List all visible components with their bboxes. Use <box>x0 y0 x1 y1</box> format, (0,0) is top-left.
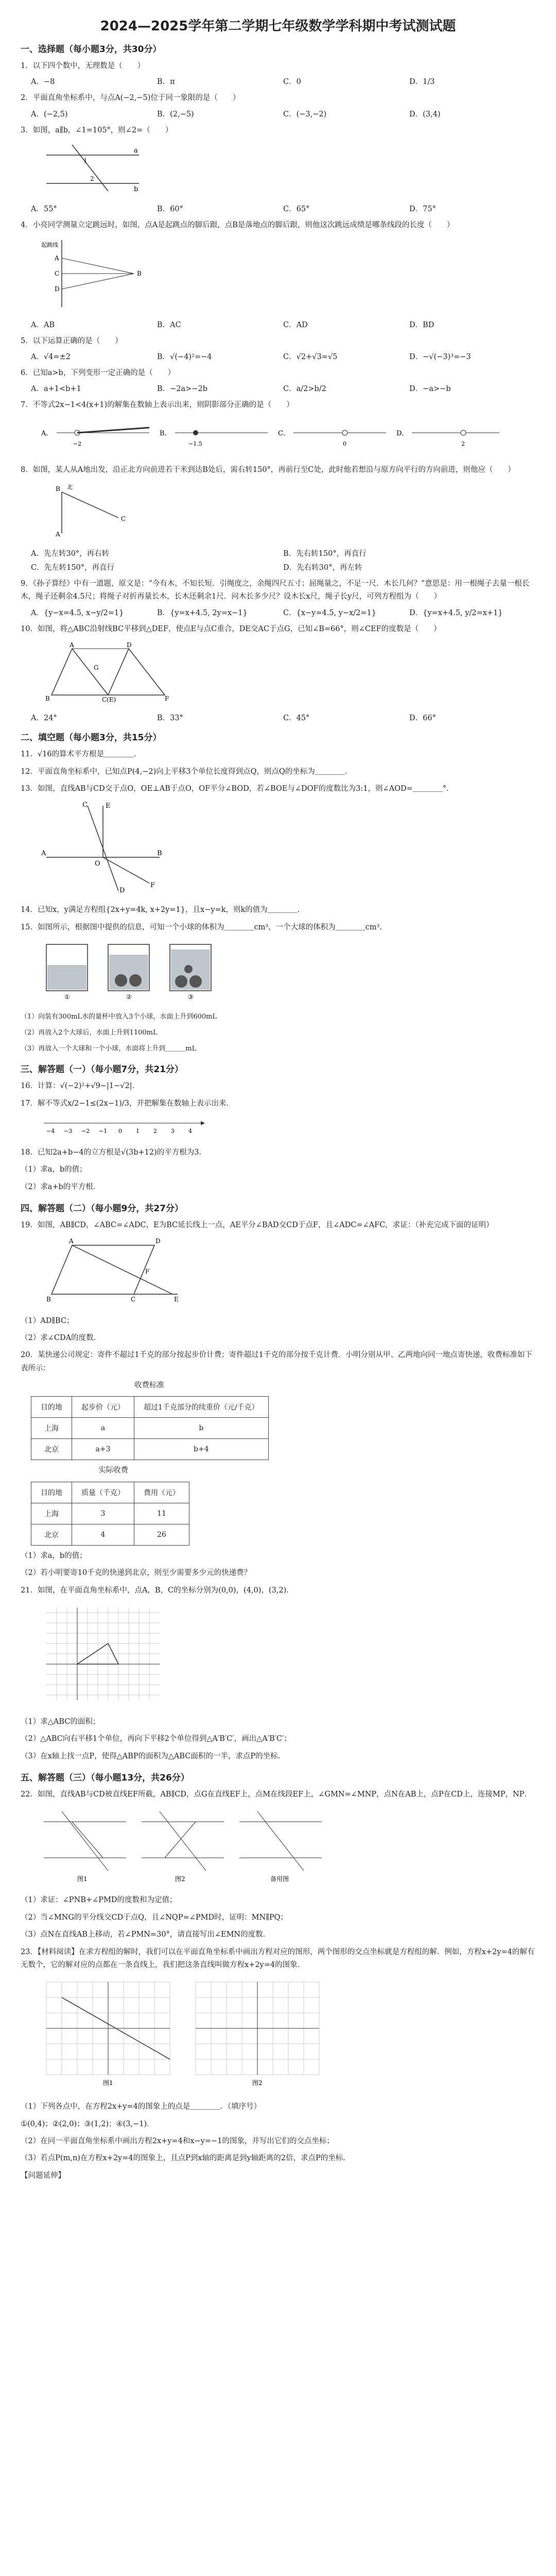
label-d: D <box>127 641 132 649</box>
section-heading: 二、填空题（每小题3分，共15分） <box>21 733 162 743</box>
question-12: 12．平面直角坐标系中，已知点P(4,−2)向上平移3个单位长度得到点Q，则点Q的坐标为＿＿＿＿． <box>21 767 353 776</box>
sub-question: （1）AD∥BC； <box>21 1316 74 1325</box>
option-d: D．1/3 <box>409 78 435 87</box>
option-b: B．√(−4)²=−4 <box>157 352 212 361</box>
tick-labels <box>46 1128 192 1134</box>
option-d: D．先右转30°，再左转 <box>283 564 362 572</box>
question-21 <box>21 1584 535 1764</box>
option-a: A．先左转30°，再右转 <box>31 550 110 558</box>
parallel-lines-figures <box>41 1806 329 1884</box>
option-a: A．a+1<b+1 <box>31 385 81 394</box>
tick-label: 2 <box>153 1128 157 1134</box>
tick-label: −2 <box>81 1128 90 1134</box>
option-a: A．{y−x=4.5, x−y/2=1} <box>31 608 124 617</box>
label-f: F <box>165 695 169 703</box>
question-text: 1．以下四个数中，无理数是（ ） <box>21 62 145 70</box>
question-6 <box>21 367 535 394</box>
question-text: 7．不等式2x−1<4(x+1)的解集在数轴上表示出来，则阴影部分正确的是（ ） <box>21 401 294 410</box>
coordinate-grids-figure <box>41 1977 329 2090</box>
sub-question: （3）若点P(m,n)在方程x+2y=4的图象上，且点P到x轴的距离是到y轴距离的2倍，求点P的坐标． <box>21 2154 351 2163</box>
question-15 <box>21 921 535 1055</box>
number-line <box>41 1115 206 1136</box>
question-4 <box>21 219 535 329</box>
question-text: 17．解不等式x/2−1≤(2x−1)/3，并把解集在数轴上表示出来． <box>21 1099 234 1108</box>
question-1 <box>21 60 535 87</box>
question-7 <box>21 399 535 459</box>
sub-question: （1）求证：∠PNB+∠PMD的度数和为定值； <box>21 1896 177 1905</box>
measuring-cup-figure <box>41 939 227 1001</box>
option-d: D．−√(−3)³=−3 <box>409 352 471 361</box>
tick-label: 4 <box>188 1128 192 1134</box>
sub-question: （2）若小明要寄10千克的快递到北京，则至少需要多少元的快递费？ <box>21 1569 252 1578</box>
option-d: D． <box>396 429 409 437</box>
section-heading: 五、解答题（三）（每小题13分，共26分） <box>21 1773 189 1783</box>
label-e: E <box>174 1295 179 1303</box>
option-d: D．75° <box>409 205 436 214</box>
table-cell: 上海 <box>31 1503 72 1524</box>
question-text: 4．小亮同学测量立定跳远时，如图，点A是起跳点的脚后跟，点B是落地点的脚后跟，则他这次跳远成绩是哪条线段的长度（ ） <box>21 221 455 230</box>
option-c: C．{x−y=4.5, y−x/2=1} <box>283 608 376 617</box>
question-14: 14．已知x，y满足方程组{2x+y=4k, x+2y=1}，且x−y=k，则k的值为＿＿＿＿． <box>21 906 305 914</box>
option-c: C．45° <box>283 714 310 723</box>
tick-label: −3 <box>64 1128 73 1134</box>
label-b: B <box>56 485 60 493</box>
question-23 <box>21 1946 535 2183</box>
cup-label: ③ <box>188 993 194 1001</box>
question-text: 18．已知2a+b−4的立方根是√(3b+12)的平方根为3． <box>21 1148 207 1157</box>
option-c: C．65° <box>283 205 310 214</box>
sub-question: （2）求∠CDA的度数． <box>21 1333 101 1342</box>
table-title: 实际收费 <box>98 1466 128 1475</box>
option-b: B．(2,−5) <box>157 110 194 118</box>
table-cell: 北京 <box>31 1524 72 1545</box>
option-c: C．(−3,−2) <box>283 110 327 118</box>
option-a: A．√4=±2 <box>31 352 71 361</box>
option-c: C．先左转150°，再直行 <box>31 564 115 572</box>
label-b: B <box>45 695 50 703</box>
table-cell: 上海 <box>31 1418 72 1439</box>
question-text: 9．《孙子算经》中有一道题，原文是：“今有木，不知长短．引绳度之，余绳四尺五寸；屈绳量之，不足一尺．木长几何？”意思是：用一根绳子去量一根长木，绳子还剩余4.5尺；将绳子对折再量长木，长木还剩余1尺．问木长多少尺？设木长x尺，绳子长y尺，可列方程组为（ ） <box>21 580 530 601</box>
label-g: G <box>94 664 99 672</box>
table-cell: 26 <box>134 1524 189 1545</box>
label-ce: C(E) <box>102 696 116 703</box>
sub-question: （1）求△ABC的面积； <box>21 1717 100 1726</box>
label-b: B <box>137 269 142 277</box>
label-d: D <box>155 1237 161 1245</box>
tick-label: −1.5 <box>188 440 202 447</box>
question-text: 20．某快递公司规定：寄件不超过1千克的部分按起步价计费；寄件超过1千克的部分按千克计费．小明分别从甲、乙两地向同一地点寄快递，收费标准如下表所示： <box>21 1351 532 1372</box>
sub-question: ①(0,4)；②(2,0)；③(1,2)；④(3,−1)． <box>21 2120 154 2128</box>
question-19 <box>21 1219 535 1345</box>
tick-label: 2 <box>461 440 465 447</box>
option-b: B．先右转150°，再直行 <box>283 550 367 558</box>
option-b: B．AC <box>157 320 181 329</box>
problem-extension-heading: 【问题延伸】 <box>21 2171 65 2180</box>
option-b: B．π <box>157 78 175 87</box>
parallelogram-figure <box>41 1238 185 1304</box>
table-title: 收费标准 <box>134 1381 164 1389</box>
label-c: C <box>55 269 60 277</box>
label-a: A <box>56 531 60 538</box>
takeoff-line-label: 起跳线 <box>41 241 58 248</box>
question-2 <box>21 92 535 118</box>
section-heading: 三、解答题（一）（每小题7分，共21分） <box>21 1064 183 1075</box>
question-11: 11．√16的算术平方根是＿＿＿＿． <box>21 750 142 759</box>
question-text: 10．如图，将△ABC沿射线BC平移到△DEF，使点E与点C重合，DE交AC于点G，已知∠B=66°，则∠CEF的度数是（ ） <box>21 624 441 633</box>
label-d: D <box>119 887 125 894</box>
table-cell: 11 <box>134 1503 189 1524</box>
label-o: O <box>95 860 100 868</box>
option-b: B． <box>160 429 171 437</box>
section-heading: 四、解答题（二）（每小题9分，共27分） <box>21 1204 183 1214</box>
question-10 <box>21 623 535 723</box>
tick-label: 1 <box>136 1128 140 1134</box>
figure-caption: 图2 <box>252 2079 263 2087</box>
option-d: D．BD <box>409 320 435 329</box>
option-c: C．0 <box>283 78 301 87</box>
label-b: b <box>134 185 138 194</box>
question-text: 22．如图，直线AB与CD被直线EF所截，AB∥CD，点G在直线EF上，点M在线段EF上，∠GMN=∠MNP，点N在AB上，点P在CD上，连接MP，NP． <box>21 1790 532 1799</box>
table-cell: b <box>134 1418 269 1439</box>
label-d: D <box>55 285 60 293</box>
sub-question: （1）求a，b的值； <box>21 1551 87 1560</box>
question-text: 2．平面直角坐标系中，与点A(−2,−5)位于同一象限的是（ ） <box>21 94 240 103</box>
table-row <box>31 1439 269 1460</box>
table-header: 超过1千克部分的续重价（元/千克） <box>134 1397 269 1418</box>
sub-question: （2）求a+b的平方根． <box>21 1182 101 1191</box>
table-cell: a <box>72 1418 134 1439</box>
option-a: A．AB <box>31 320 55 329</box>
tick-label: 3 <box>171 1128 175 1134</box>
tick-label: 0 <box>343 440 346 447</box>
actual-fee-table <box>31 1482 189 1546</box>
table-header: 起步价（元） <box>72 1397 134 1418</box>
table-cell: 北京 <box>31 1439 72 1460</box>
sub-question: （3）在x轴上找一点P，使得△ABP的面积为△ABC面积的一半，求点P的坐标． <box>21 1752 286 1760</box>
intersecting-lines-figure <box>41 801 165 893</box>
label-a: A <box>55 254 59 262</box>
table-cell: 3 <box>72 1503 134 1524</box>
parallel-lines-figure <box>41 142 144 194</box>
cup-label: ② <box>126 993 132 1001</box>
question-text: 19．如图，AB∥CD，∠ABC=∠ADC，E为BC延长线上一点，AE平分∠BAD交CD于点F，且∠ADC=∠AFC，求证：（补充完成下面的证明） <box>21 1221 494 1230</box>
option-d: D．−a>−b <box>409 385 451 394</box>
question-8 <box>21 464 535 572</box>
question-text: 15．如图所示，根据图中提供的信息，可知一个小球的体积为＿＿＿＿cm³，一个大球的体积为＿＿＿＿cm³． <box>21 923 387 931</box>
question-3 <box>21 124 535 214</box>
tick-label: −1 <box>99 1128 108 1134</box>
label-c: C <box>82 801 88 809</box>
option-a: A．(−2,5) <box>31 110 68 118</box>
table-header: 质量（千克） <box>72 1482 134 1503</box>
table-header: 目的地 <box>31 1482 72 1503</box>
sub-question: （2）当∠MNG的平分线交CD于点Q，且∠NQP=∠PMD时，证明：MN∥PQ； <box>21 1913 288 1922</box>
option-d: D．66° <box>409 714 436 723</box>
option-c: C．a/2>b/2 <box>283 385 326 394</box>
exam-title: 2024—2025学年第二学期七年级数学学科期中考试测试题 <box>100 19 456 34</box>
option-a: A．24° <box>31 714 57 723</box>
question-5 <box>21 335 535 362</box>
option-c: C．AD <box>283 320 308 329</box>
question-text: 3．如图，a∥b，∠1=105°，则∠2=（ ） <box>21 126 173 134</box>
question-13 <box>21 783 535 900</box>
number-line-options <box>41 417 505 453</box>
question-text: 5．以下运算正确的是（ ） <box>21 336 123 345</box>
tick-label: −4 <box>46 1128 55 1134</box>
angle-2-label: 2 <box>90 175 94 183</box>
table-cell: a+3 <box>72 1439 134 1460</box>
question-20 <box>21 1349 535 1580</box>
cup-label: ① <box>64 993 70 1001</box>
sub-question: （1）下列各点中，在方程2x+y=4的图象上的点是＿＿＿＿．（填序号） <box>21 2103 262 2111</box>
sub-question: （2）在同一平面直角坐标系中画出方程2x+y=4和x−y=−1的图象，并写出它们的交点坐标； <box>21 2137 334 2145</box>
table-row <box>31 1503 189 1524</box>
question-text: 6．已知a>b，下列变形一定正确的是（ ） <box>21 368 176 377</box>
question-9 <box>21 578 535 618</box>
option-a: A． <box>41 429 53 437</box>
label-a: A <box>69 1237 74 1245</box>
tick-label: 0 <box>118 1128 122 1134</box>
direction-figure <box>41 482 144 538</box>
table-cell: 4 <box>72 1524 134 1545</box>
label-c: C <box>131 1295 136 1303</box>
section-heading: 一、选择题（每小题3分，共30分） <box>21 44 162 55</box>
option-b: B．60° <box>157 205 183 214</box>
north-label: 北 <box>67 484 73 490</box>
coordinate-grid-figure <box>41 1602 165 1705</box>
option-b: B．33° <box>157 714 183 723</box>
table-row <box>31 1418 269 1439</box>
table-header: 目的地 <box>31 1397 72 1418</box>
note: （1）向装有300mL水的量杯中放入3个小球，水面上升到600mL <box>21 1013 217 1021</box>
figure-caption: 图1 <box>103 2079 113 2087</box>
option-d: D．(3,4) <box>409 110 441 118</box>
long-jump-figure <box>41 238 154 310</box>
option-c: C． <box>278 429 290 437</box>
sub-question: （1）求a，b的值； <box>21 1165 87 1174</box>
label-c: C <box>121 515 126 522</box>
label-b: B <box>46 1295 51 1303</box>
table-cell: b+4 <box>134 1439 269 1460</box>
option-d: D．{y=x+4.5, y/2=x+1} <box>409 608 503 617</box>
angle-1-label: 1 <box>83 157 88 165</box>
question-text: 8．如图，某人从A地出发，沿正北方向前进若干米到达B处后，需右转150°，再前行至C处，此时他若想沿与原方向平行的方向前进，则他应（ ） <box>21 465 515 474</box>
question-text: 21．如图，在平面直角坐标系中，点A，B，C的坐标分别为(0,0)，(4,0)，(3,2)． <box>21 1586 294 1595</box>
label-e: E <box>106 802 111 810</box>
label-a: A <box>70 641 74 649</box>
table-header: 费用（元） <box>134 1482 189 1503</box>
question-22 <box>21 1788 535 1942</box>
figure-caption: 图2 <box>175 1875 185 1883</box>
table-row <box>31 1524 189 1545</box>
note: （3）再放入一个大球和一个小球，水面将上升到＿＿＿mL <box>21 1044 197 1053</box>
tick-label: −2 <box>73 440 82 447</box>
option-a: A．55° <box>31 205 57 214</box>
figure-caption: 图1 <box>77 1875 88 1883</box>
sub-question: （2）△ABC向右平移1个单位，再向下平移2个单位得到△A′B′C′，画出△A′B′C′； <box>21 1735 291 1743</box>
exam-page <box>21 10 535 2184</box>
label-f: F <box>145 1267 150 1275</box>
option-b: B．−2a>−2b <box>157 385 207 394</box>
sub-question: （3）点N在直线AB上移动，若∠PMN=30°，请直接写出∠EMN的度数． <box>21 1930 271 1939</box>
label-f: F <box>150 882 155 890</box>
question-17 <box>21 1097 535 1142</box>
figure-caption: 备用图 <box>270 1875 289 1883</box>
fee-standard-table <box>31 1396 269 1460</box>
question-text: 13．如图，直线AB与CD交于点O，OE⊥AB于点O，OF平分∠BOD，若∠BOE与∠DOF的度数比为3:1，则∠AOD=＿＿＿＿°． <box>21 784 454 793</box>
label-a: A <box>41 850 46 858</box>
question-18 <box>21 1146 535 1194</box>
label-a: a <box>134 147 138 155</box>
label-b: B <box>157 850 162 858</box>
option-b: B．{y=x+4.5, 2y=x−1} <box>157 608 248 617</box>
question-16: 16．计算：√(−2)²+√9−|1−√2|． <box>21 1082 140 1091</box>
option-c: C．√2+√3=√5 <box>283 352 338 361</box>
translation-triangle-figure <box>41 641 175 703</box>
question-text: 23．【材料阅读】在求方程组的解时，我们可以在平面直角坐标系中画出方程对应的图形，两个图形的交点坐标就是方程组的解．例如，方程x+2y=4的解有无数个，它的解对应的点都在一条直线上，我们把这条直线叫做方程x+2y=4的图象． <box>21 1947 535 1969</box>
option-a: A．−8 <box>31 78 55 87</box>
note: （2）再放入2个大球后，水面上升到1100mL <box>21 1028 158 1037</box>
